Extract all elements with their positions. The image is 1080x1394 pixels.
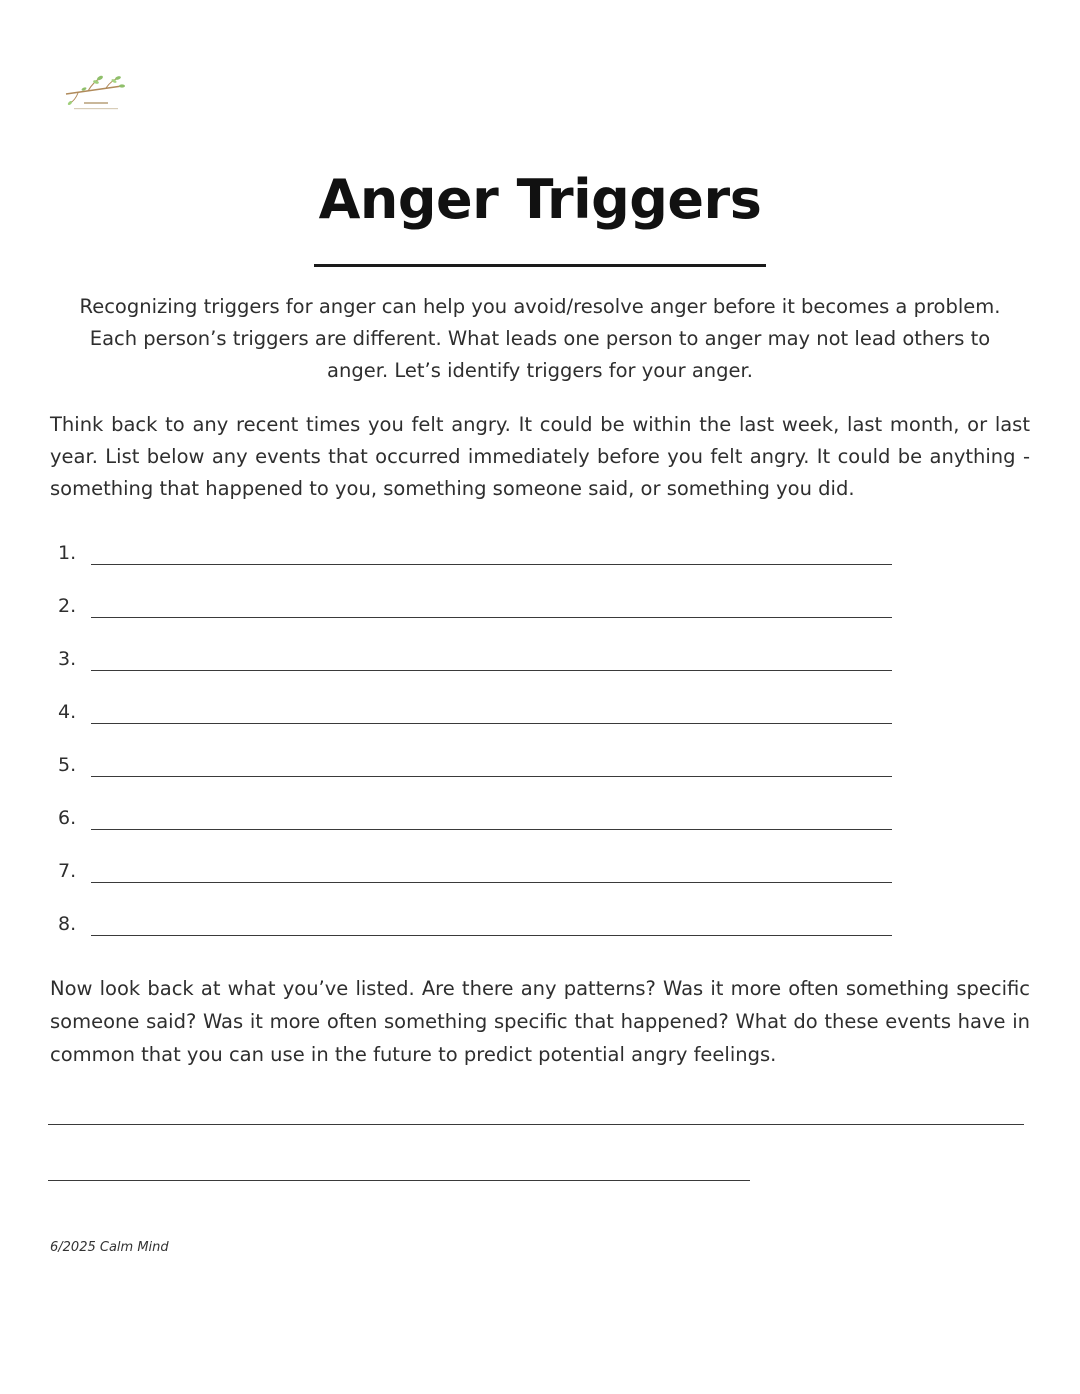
list-item-number: 2. [58,595,77,617]
list-item [56,699,896,752]
reflection-line: specific someone said? Was it more often something specific that happened? What do these [50,977,1030,1033]
intro-paragraph [50,291,1030,387]
list-item [56,805,896,858]
reflection-line: events have in common that you can use in the future to predict potential angry feelings. [50,1010,1031,1066]
worksheet-title: Anger Triggers [318,168,762,231]
intro-line: anger. Let’s identify triggers for your anger. [327,359,753,382]
intro-line: Recognizing triggers for anger can help you avoid/resolve anger before it becomes a problem. [79,295,1001,318]
answer-line[interactable] [91,935,892,936]
list-item-number: 5. [58,754,77,776]
answer-line[interactable] [91,564,892,565]
list-item [56,540,896,593]
reflection-answer-line[interactable] [48,1180,750,1181]
list-item-number: 1. [58,542,77,564]
reflection-answer-line[interactable] [48,1124,1024,1125]
intro-line: Each person’s triggers are different. What leads one person to anger may not lead others to [89,327,991,350]
footer-credit: 6/2025 Calm Mind [50,1240,169,1255]
tree-branch-logo-icon [60,72,132,116]
instructions-line: - something that happened to you, something someone said, or something you did. [50,445,1030,500]
list-item [56,911,896,964]
list-item [56,593,896,646]
instructions-line: year. List below any events that occurred immediately before you felt angry. It could be anything [50,445,1016,468]
triggers-list [56,540,896,964]
reflection-line: Now look back at what you’ve listed. Are there any patterns? Was it more often something [50,977,950,1000]
title-underline [314,264,766,267]
answer-line[interactable] [91,776,892,777]
answer-line[interactable] [91,723,892,724]
list-item-number: 4. [58,701,77,723]
list-item-number: 6. [58,807,77,829]
reflection-paragraph [50,972,1030,1071]
answer-line[interactable] [91,670,892,671]
instructions-line: Think back to any recent times you felt angry. It could be within the last week, last month, or last [50,413,1030,436]
list-item-number: 8. [58,913,77,935]
answer-line[interactable] [91,617,892,618]
list-item [56,646,896,699]
answer-line[interactable] [91,829,892,830]
answer-line[interactable] [91,882,892,883]
list-item-number: 3. [58,648,77,670]
list-item [56,858,896,911]
instructions-paragraph [50,409,1030,505]
list-item-number: 7. [58,860,77,882]
list-item [56,752,896,805]
